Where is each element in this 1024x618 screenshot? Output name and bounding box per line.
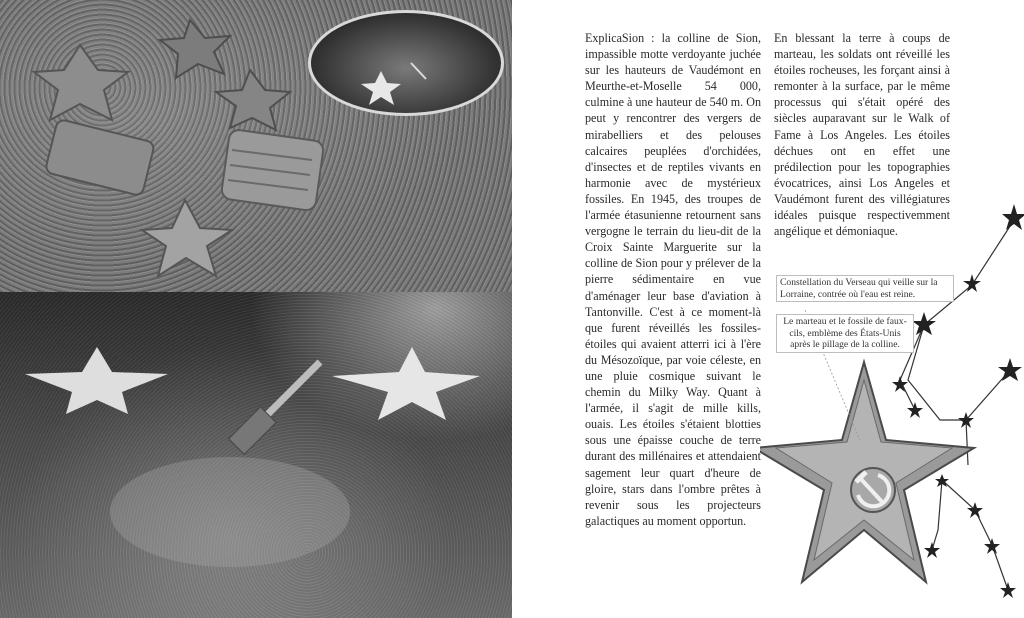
star-hammer-sickle-emblem [760,362,974,582]
fossils-photo [0,0,512,292]
body-text-column-1: ExplicaSion : la colline de Sion, impassible motte verdoyante juchée sur les hauteurs de Vaudémont en Meurthe-et-Moselle 54 000, culmine à une hauteur de 540 m. On peut y rencontrer des vergers de mirabelliers et des pelouses calcaires peuplées d'orchidées, d'insectes et de reptiles vivants en harmonie avec de mystérieux fossiles. En 1945, des troupes de l'armée étasunienne retournent sans vergogne le terrain du lieu-dit de la Croix Sainte Marguerite sur la colline de Sion pour y prélever de la pierre sédimentaire en vue d'aménager leur base d'aviation à Tantonville. C'est à ce moment-là que furent réveillés les fossiles-étoiles qui avaient atterri ici à l'ère du Mésozoïque, par voie céleste, en une pluie cosmique suivant le chemin du Milky Way. Quant à l'armée, il s'agit de mille kills, ouais. Les étoiles s'étaient blotties sous une épaisse couche de terre durant des millénaires et attendaient sagement leur quart d'heure de gloire, stars dans l'ombre prêtes à revenir sous les projecteurs galactiques au moment opportun. [585,31,761,528]
emblem-constellation-illustration [760,190,1024,618]
constellation-caption: Constellation du Verseau qui veille sur la Lorraine, contrée où l'eau est reine. [776,275,954,302]
walk-of-fame-photo [0,292,512,618]
inset-photo [308,10,504,116]
inset-star-illustration [311,13,501,113]
emblem-caption: Le marteau et le fossile de faux-cils, emblème des États-Unis après le pillage de la colline. [776,314,914,353]
stars-hammer-illustration [0,292,512,618]
body-text-column-2: En blessant la terre à coups de marteau, les soldats ont réveillé les étoiles rocheuses, les forçant ainsi à remonter à la surface, par le même processus qui s'était opéré des siècles auparavant sur le Walk of Fame à Los Angeles. Les étoiles déchues ont en effet une prédilection pour les topographies évocatrices, ainsi Los Angeles et Vaudémont furent des villégiatures idéales puisque respectivemment angélique et démoniaque. [774,31,950,239]
